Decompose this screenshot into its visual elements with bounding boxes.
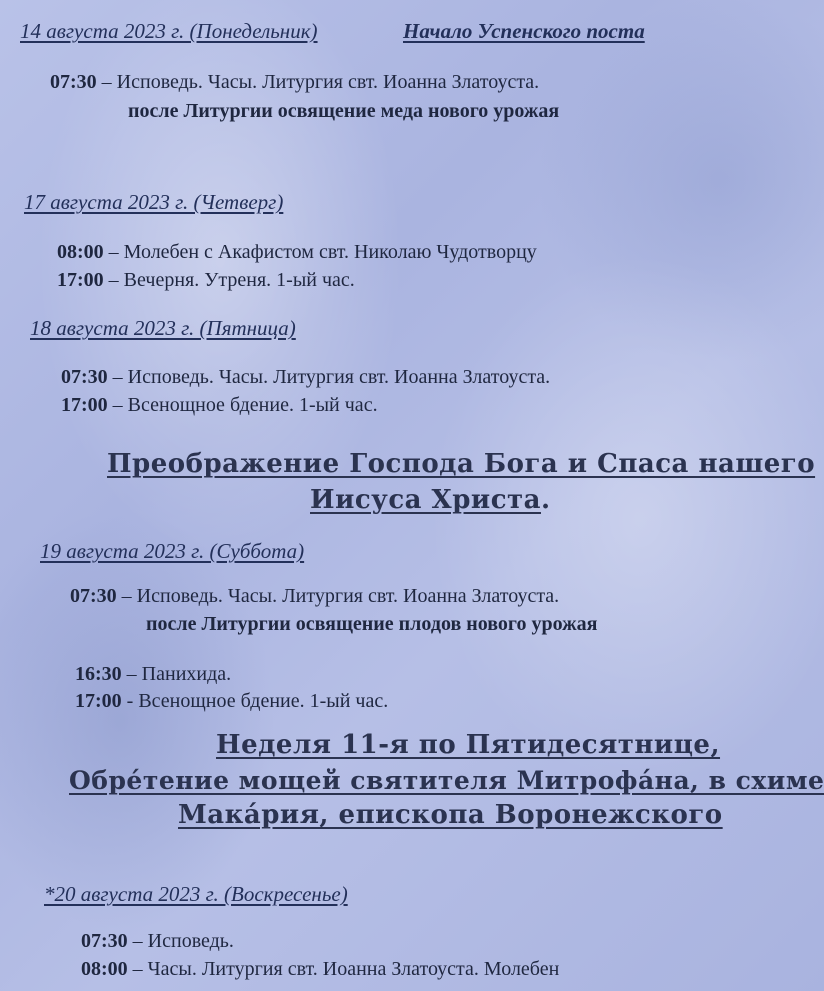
service-time: 07:30 bbox=[61, 366, 108, 388]
service-text: - Всенощное бдение. 1-ый час. bbox=[121, 690, 389, 712]
service-time: 08:00 bbox=[81, 958, 128, 980]
feast-sunday-line-2: Обре́тение мощей святителя Митрофа́на, в схиме bbox=[69, 766, 824, 795]
feast-title-line-1: Преображение Господа Бога и Спаса нашего bbox=[107, 449, 816, 479]
service-time: 17:00 bbox=[75, 690, 122, 712]
date-heading-17-aug: 17 августа 2023 г. (Четверг) bbox=[24, 190, 284, 214]
service-entry bbox=[57, 242, 537, 262]
feast-sunday-line-1: Неделя 11-я по Пятидесятнице, bbox=[216, 730, 721, 760]
fast-start-title: Начало Успенского поста bbox=[403, 19, 645, 43]
service-entry bbox=[81, 959, 559, 979]
service-note: после Литургии освящение плодов нового урожая bbox=[146, 613, 598, 635]
feast-sunday-line-3: Мака́рия, епископа Воронежского bbox=[178, 800, 723, 830]
service-entry bbox=[61, 367, 550, 387]
service-entry bbox=[61, 395, 378, 415]
date-heading-20-aug: *20 августа 2023 г. (Воскресенье) bbox=[44, 882, 348, 906]
service-text: – Исповедь. Часы. Литургия свт. Иоанна Златоуста. bbox=[96, 71, 540, 93]
service-text: – Вечерня. Утреня. 1-ый час. bbox=[103, 269, 355, 291]
service-time: 07:30 bbox=[81, 930, 128, 952]
feast-title-text: Иисуса Христа bbox=[310, 485, 541, 515]
service-time: 08:00 bbox=[57, 241, 104, 263]
service-entry bbox=[75, 691, 388, 711]
service-text: – Исповедь. Часы. Литургия свт. Иоанна Златоуста. bbox=[107, 366, 551, 388]
service-time: 07:30 bbox=[70, 585, 117, 607]
service-text: – Исповедь. Часы. Литургия свт. Иоанна Златоуста. bbox=[116, 585, 560, 607]
date-heading-14-aug: 14 августа 2023 г. (Понедельник) bbox=[20, 19, 318, 43]
date-heading-19-aug: 19 августа 2023 г. (Суббота) bbox=[40, 539, 305, 563]
service-time: 07:30 bbox=[50, 71, 97, 93]
feast-title-line-2 bbox=[310, 487, 551, 513]
service-entry bbox=[81, 931, 234, 951]
service-entry bbox=[50, 72, 539, 92]
feast-title-period: . bbox=[540, 485, 551, 515]
service-time: 17:00 bbox=[61, 394, 108, 416]
service-text: – Молебен с Акафистом свт. Николаю Чудотворцу bbox=[103, 241, 537, 263]
service-note: после Литургии освящение меда нового урожая bbox=[128, 100, 560, 122]
service-time: 17:00 bbox=[57, 269, 104, 291]
service-text: – Исповедь. bbox=[127, 930, 234, 952]
service-text: – Всенощное бдение. 1-ый час. bbox=[107, 394, 378, 416]
service-entry bbox=[57, 270, 355, 290]
service-time: 16:30 bbox=[75, 663, 122, 685]
service-entry bbox=[75, 664, 231, 684]
service-text: – Панихида. bbox=[121, 663, 232, 685]
service-text: – Часы. Литургия свт. Иоанна Златоуста. Молебен bbox=[127, 958, 560, 980]
service-entry bbox=[70, 586, 559, 606]
date-heading-18-aug: 18 августа 2023 г. (Пятница) bbox=[30, 316, 296, 340]
